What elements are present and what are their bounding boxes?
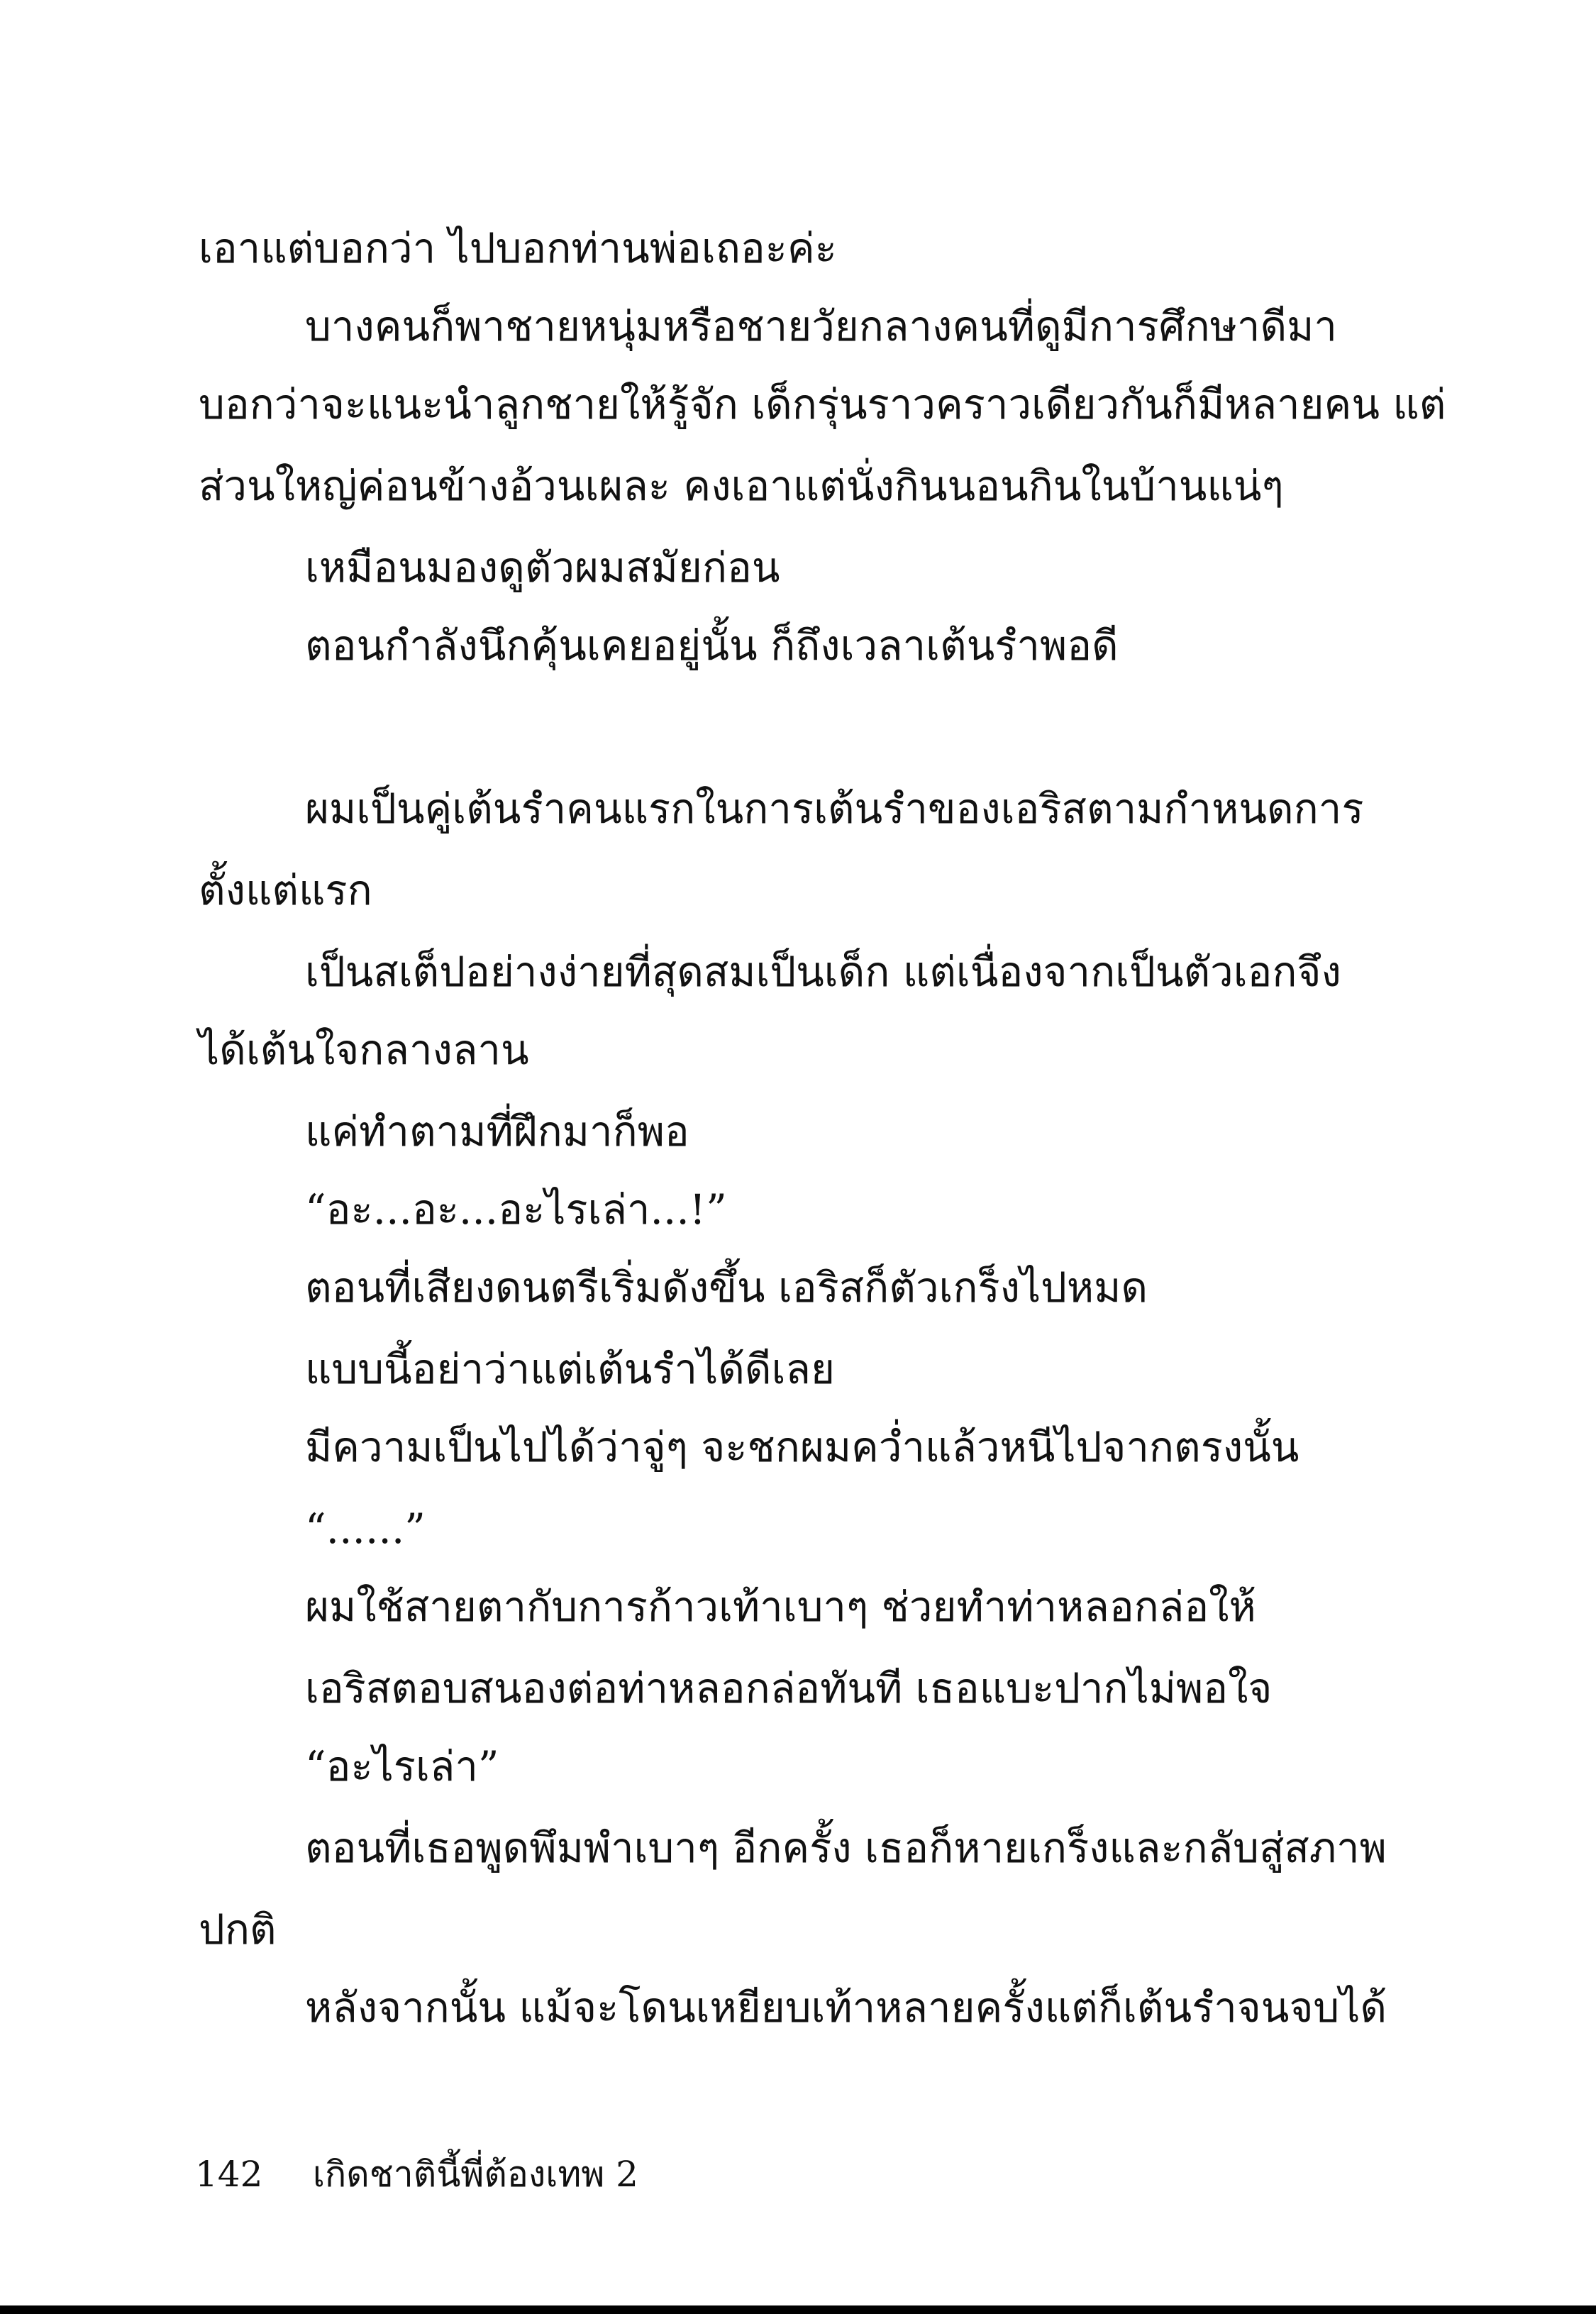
text-line: ผมเป็นคู่เต้นรำคนแรกในการเต้นรำของเอริสตามกำหนดการ — [305, 785, 1364, 833]
text-line: แบบนี้อย่าว่าแต่เต้นรำได้ดีเลย — [305, 1345, 835, 1393]
text-line: ตอนที่เธอพูดพึมพำเบาๆ อีกครั้ง เธอก็หายเกร็งและกลับสู่สภาพ — [305, 1824, 1387, 1872]
text-line: “อะไรเล่า” — [305, 1742, 499, 1790]
text-line: ตั้งแต่แรก — [199, 866, 372, 914]
text-line: เหมือนมองดูตัวผมสมัยก่อน — [305, 543, 780, 592]
text-line: เอาแต่บอกว่า ไปบอกท่านพ่อเถอะค่ะ — [199, 224, 837, 272]
text-line: ส่วนใหญ่ค่อนข้างอ้วนเผละ คงเอาแต่นั่งกินนอนกินในบ้านแน่ๆ — [199, 462, 1284, 510]
text-line: เป็นสเต็ปอย่างง่ายที่สุดสมเป็นเด็ก แต่เนื่องจากเป็นตัวเอกจึง — [305, 948, 1341, 996]
text-line: “อะ...อะ...อะไรเล่า...!” — [305, 1185, 727, 1234]
book-title: เกิดชาตินี้พี่ต้องเทพ 2 — [312, 2154, 638, 2195]
text-line: ตอนกำลังนึกคุ้นเคยอยู่นั้น ก็ถึงเวลาเต้นรำพอดี — [305, 621, 1119, 670]
text-line: ตอนที่เสียงดนตรีเริ่มดังขึ้น เอริสก็ตัวเกร็งไปหมด — [305, 1263, 1148, 1312]
text-line: บางคนก็พาชายหนุ่มหรือชายวัยกลางคนที่ดูมีการศึกษาดีมา — [305, 302, 1337, 350]
text-line: ผมใช้สายตากับการก้าวเท้าเบาๆ ช่วยทำท่าหลอกล่อให้ — [305, 1583, 1256, 1631]
text-line: หลังจากนั้น แม้จะโดนเหยียบเท้าหลายครั้งแต่ก็เต้นรำจนจบได้ — [305, 1983, 1387, 2032]
text-line: บอกว่าจะแนะนำลูกชายให้รู้จัก เด็กรุ่นราวคราวเดียวกันก็มีหลายคน แต่ — [199, 380, 1446, 428]
page-footer — [195, 2149, 638, 2199]
page-number: 142 — [195, 2154, 263, 2195]
text-line: “......” — [305, 1505, 426, 1553]
text-line: ปกติ — [199, 1905, 277, 1954]
text-line: เอริสตอบสนองต่อท่าหลอกล่อทันที เธอแบะปากไม่พอใจ — [305, 1664, 1273, 1712]
bottom-edge-divider — [0, 2305, 1596, 2314]
text-line: มีความเป็นไปได้ว่าจู่ๆ จะชกผมคว่ำแล้วหนีไปจากตรงนั้น — [305, 1423, 1299, 1471]
text-line: ได้เต้นใจกลางลาน — [199, 1026, 529, 1074]
text-line: แค่ทำตามที่ฝึกมาก็พอ — [305, 1107, 689, 1156]
